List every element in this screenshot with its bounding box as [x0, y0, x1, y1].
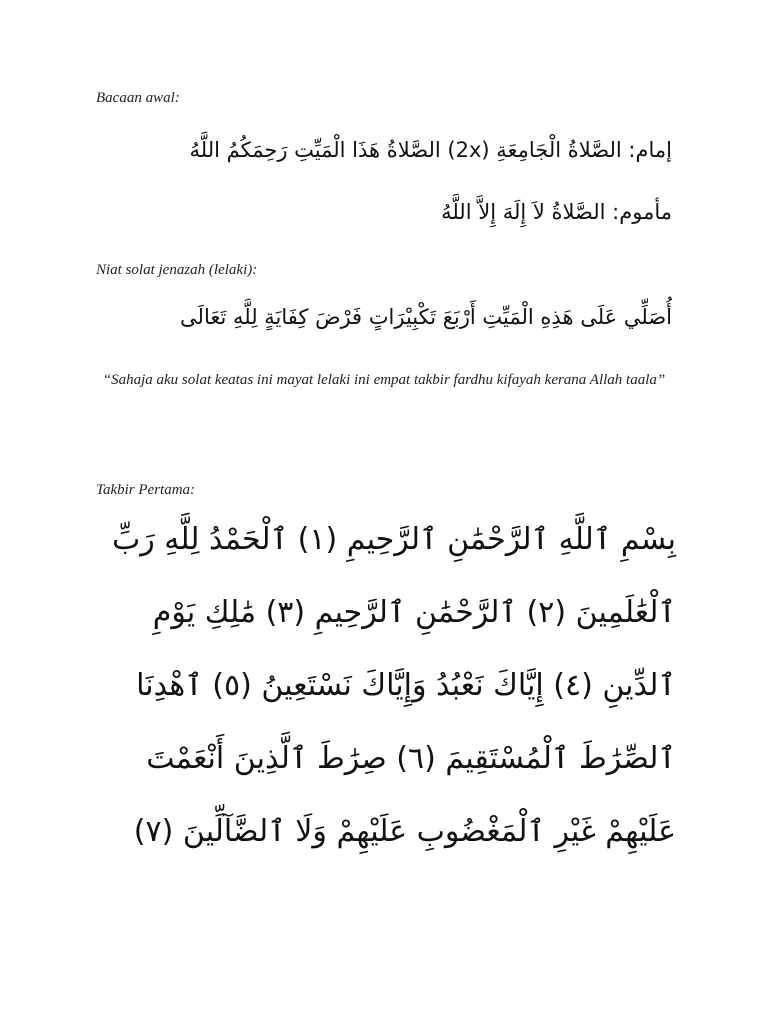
bacaan-awal-label: Bacaan awal:	[96, 90, 180, 106]
niat-label: Niat solat jenazah (lelaki):	[96, 262, 258, 278]
fatihah-line-4: ٱلصِّرَٰطَ ٱلْمُسْتَقِيمَ (٦) صِرَٰطَ ٱلَّذِينَ أَنْعَمْتَ	[146, 741, 676, 776]
fatihah-line-2: ٱلْعَٰلَمِينَ (٢) ٱلرَّحْمَٰنِ ٱلرَّحِيمِ (٣) مَٰلِكِ يَوْمِ	[152, 595, 676, 630]
makmum-line: مأموم: الصَّلاةُ لاَ إِلَهَ إِلاَّ اللَّهُ	[441, 200, 672, 224]
niat-arabic: أُصَلِّي عَلَى هَذِهِ الْمَيِّتِ أَرْبَعَ تَكْبِيْرَاتٍ فَرْضَ كِفَايَةٍ لِلَّهِ تَعَالَى	[180, 305, 672, 329]
takbir-pertama-label: Takbir Pertama:	[96, 482, 196, 498]
niat-translation: “Sahaja aku solat keatas ini mayat lelaki ini empat takbir fardhu kifayah kerana Allah taala”	[102, 372, 666, 388]
fatihah-line-3: ٱلدِّينِ (٤) إِيَّاكَ نَعْبُدُ وَإِيَّاكَ نَسْتَعِينُ (٥) ٱهْدِنَا	[136, 668, 676, 703]
imam-line: إمام: الصَّلاةُ الْجَامِعَةِ (2x) الصَّلاةُ هَذَا الْمَيِّتِ رَحِمَكُمُ اللَّهُ	[189, 138, 672, 162]
fatihah-line-1: بِسْمِ ٱللَّهِ ٱلرَّحْمَٰنِ ٱلرَّحِيمِ (١) ٱلْحَمْدُ لِلَّهِ رَبِّ	[112, 522, 676, 557]
fatihah-line-5: عَلَيْهِمْ غَيْرِ ٱلْمَغْضُوبِ عَلَيْهِمْ وَلَا ٱلضَّآلِّينَ (٧)	[133, 814, 676, 849]
